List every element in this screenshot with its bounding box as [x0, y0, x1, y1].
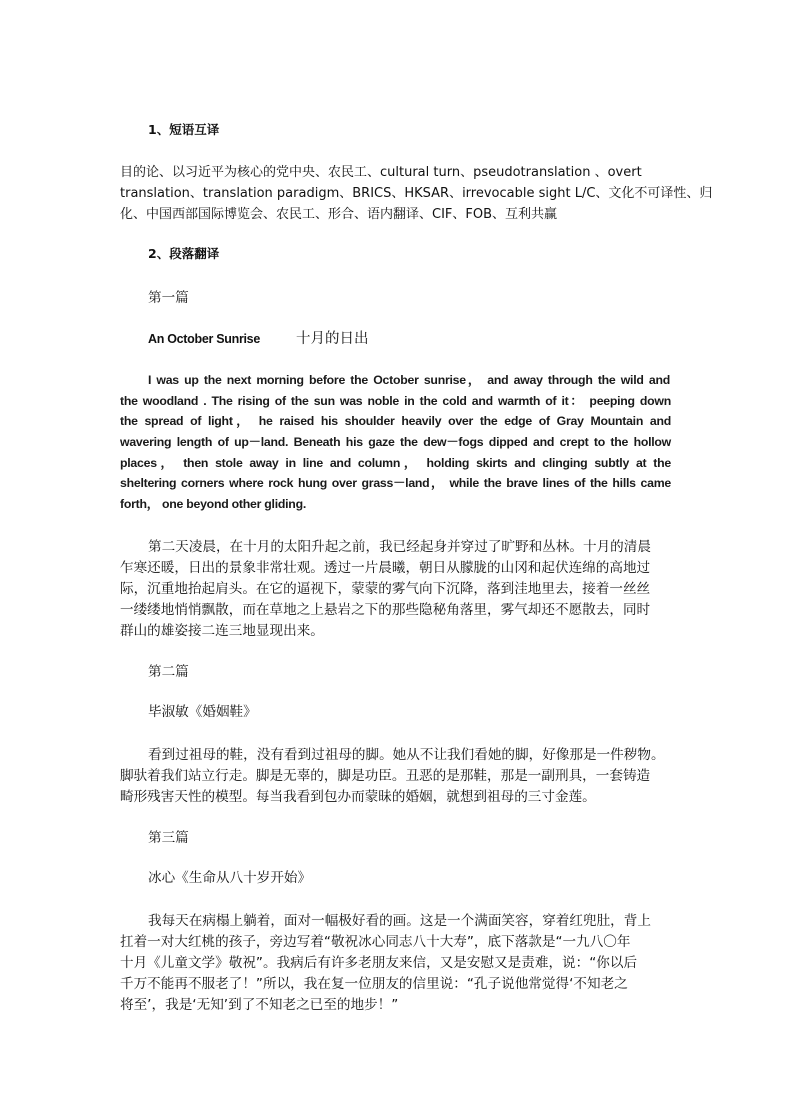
piece2-title: 毕淑敏《婚姻鞋》 — [148, 704, 257, 720]
piece2-zh-line-3: 畸形残害天性的模型。每当我看到包办而蒙昧的婚姻，就想到祖母的三寸金莲。 — [120, 789, 596, 805]
phrase-line-1: 目的论、以习近平为核心的党中央、农民工、cultural turn、pseudotranslation 、overt — [120, 165, 642, 180]
piece3-zh-line-1: 我每天在病榻上躺着，面对一幅极好看的画。这是一个满面笑容，穿着红兜肚，背上 — [148, 913, 651, 929]
piece1-en-line-3: the spread of light， he raised his shoulder heavily over the edge of Gray Mountain and — [120, 414, 671, 428]
piece1-zh-line-2: 乍寒还暖，日出的景象非常壮观。透过一片晨曦，朝日从朦胧的山冈和起伏连绵的高地过 — [120, 560, 651, 576]
piece2-zh-line-1: 看到过祖母的鞋，没有看到过祖母的脚。她从不让我们看她的脚，好像那是一件秽物。 — [148, 747, 665, 763]
piece2-zh-line-2: 脚驮着我们站立行走。脚是无辜的，脚是功臣。丑恶的是那鞋，那是一副刑具，一套铸造 — [120, 768, 651, 784]
piece1-zh-line-4: 一缕缕地悄悄飘散，而在草地之上悬岩之下的那些隐秘角落里，雾气却还不愿散去，同时 — [120, 602, 651, 618]
piece1-en-line-7: forth， one beyond other gliding. — [120, 497, 307, 511]
piece3-zh-line-3: 十月《儿童文学》敬祝”。我病后有许多老朋友来信，又是安慰又是责难，说：“你以后 — [120, 955, 638, 971]
piece1-label: 第一篇 — [148, 290, 189, 306]
piece3-title: 冰心《生命从八十岁开始》 — [148, 870, 312, 886]
piece1-title-chinese: 十月的日出 — [295, 331, 369, 347]
piece1-en-line-5: places， then stole away in line and column， holding skirts and clinging subtly at the — [120, 456, 671, 470]
section-heading-phrases: 1、短语互译 — [148, 122, 220, 137]
piece3-zh-line-2: 扛着一对大红桃的孩子，旁边写着“敬祝冰心同志八十大寿”，底下落款是“一九八〇年 — [120, 934, 631, 950]
section-heading-paragraphs: 2、段落翻译 — [148, 246, 220, 261]
piece1-en-line-4: wavering length of up－land. Beneath his gaze the dew－fogs dipped and crept to the hollow — [120, 435, 671, 449]
piece1-zh-line-3: 际，沉重地抬起肩头。在它的逼视下，蒙蒙的雾气向下沉降，落到洼地里去，接着一丝丝 — [120, 581, 651, 597]
piece1-en-line-2: the woodland . The rising of the sun was noble in the cold and warmth of it： peeping down — [120, 394, 671, 408]
piece1-title-english: An October Sunrise — [148, 332, 260, 346]
piece3-zh-line-5: 将至’，我是‘无知’到了不知老之已至的地步！” — [120, 997, 399, 1013]
piece3-zh-line-4: 千万不能再不服老了！”所以，我在复一位朋友的信里说：“孔子说他常觉得‘不知老之 — [120, 976, 628, 992]
phrase-line-3: 化、中国西部国际博览会、农民工、形合、语内翻译、CIF、FOB、互利共赢 — [120, 207, 558, 222]
piece1-zh-line-1: 第二天凌晨，在十月的太阳升起之前，我已经起身并穿过了旷野和丛林。十月的清晨 — [148, 539, 651, 555]
piece1-en-line-1: I was up the next morning before the October sunrise， and away through the wild and — [148, 373, 670, 387]
piece1-title — [148, 327, 368, 348]
piece1-en-line-6: sheltering corners where rock hung over grass－land， while the brave lines of the hills came — [120, 476, 671, 490]
piece1-zh-line-5: 群山的雄姿接二连三地显现出来。 — [120, 623, 324, 639]
phrase-line-2: translation、translation paradigm、BRICS、HKSAR、irrevocable sight L/C、文化不可译性、归 — [120, 186, 713, 201]
piece3-label: 第三篇 — [148, 830, 189, 846]
piece2-label: 第二篇 — [148, 664, 189, 680]
